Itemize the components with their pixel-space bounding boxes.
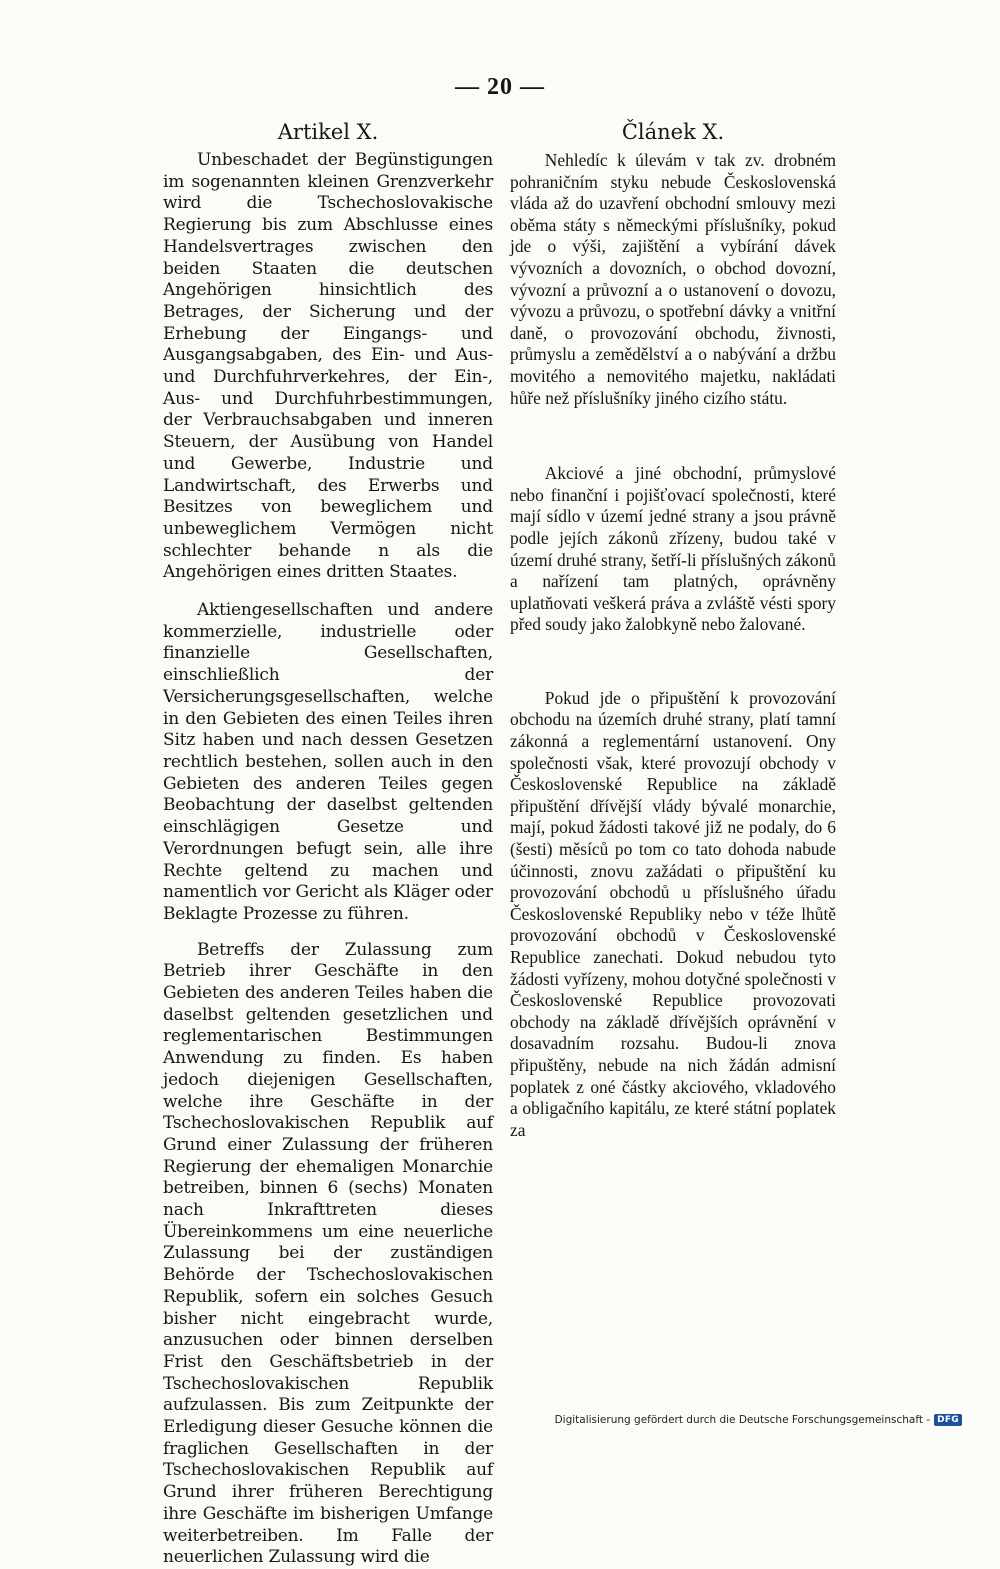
czech-paragraph-1: Nehledíc k úlevám v tak zv. drobném pohraničním styku nebude Československá vláda až do uzavření obchodní smlouvy mezi oběma státy s německými příslušníky, pokud jde o výši, zajištění a vybírání dávek vývozních a dovozních, o obchod dovozní, vývozní a průvozní a o ustanovení o dovozu, vývozu a průvozu, o spotřební dávky a vnitřní daně, o provozování obchodu, živnosti, průmyslu a zemědělství a o nabývání a držbu movitého a nemovitého majetku, nakládati hůře než příslušníky jiného cizího státu. [510, 150, 836, 408]
article-heading-czech: Článek X. [621, 120, 725, 144]
czech-column [510, 118, 836, 1141]
article-heading-german: Artikel X. [277, 120, 379, 144]
german-paragraph-3: Betreffs der Zulassung zum Betrieb ihrer Geschäfte in den Gebieten des anderen Teiles haben die daselbst geltenden gesetzlichen und reglementarischen Bestimmungen Anwendung zu finden. Es haben jedoch diejenigen Gesellschaften, welche ihre Geschäfte in der Tschechoslovakischen Republik auf Grund einer Zulassung der früheren Regierung der ehemaligen Monarchie betreiben, binnen 6 (sechs) Monaten nach Inkrafttreten dieses Übereinkommens um eine neuerliche Zulassung bei der zuständigen Behörde der Tschechoslovakischen Republik, sofern ein solches Gesuch bisher nicht eingebracht wurde, anzusuchen oder binnen derselben Frist den Geschäftsbetrieb in der Tschechoslovakischen Republik aufzulassen. Bis zum Zeitpunkte der Erledigung dieser Gesuche können die fraglichen Gesellschaften in der Tschechoslovakischen Republik auf Grund ihrer früheren Berechtigung ihre Geschäfte im bisherigen Umfange weiterbetreiben. Im Falle der neuerlichen Zulassung wird die [163, 939, 493, 1568]
czech-paragraph-3: Pokud jde o připuštění k provozování obchodu na územích druhé strany, platí tamní zákonná a reglementární ustanovení. Ony společnosti však, které provozují obchody v Československé Republice na základě připuštění dřívější vlády bývalé monarchie, mají, pokud žádosti takové již ne podaly, do 6 (šesti) měsíců po tom co tato dohoda nabude účinnosti, znovu zažádati o připuštění ku provozování obchodů u příslušného úřadu Československé Republiky nebo v téže lhůtě provozování obchodů v Československé Republice zanechati. Dokud nebudou tyto žádosti vyřízeny, mohou dotyčné společnosti v Československé Republice provozovati obchody na základě dřívějších oprávnění v dosavadním rozsahu. Budou-li znova připuštěny, nebude na nich žádán admisní poplatek z oné částky akciového, vkladového a obligačního kapitálu, ze které státní poplatek za [510, 687, 836, 1140]
german-paragraph-1: Unbeschadet der Begünstigungen im sogenannten kleinen Grenzverkehr wird die Tschechoslovakische Regierung bis zum Abschlusse eines Handelsvertrages zwischen den beiden Staaten die deutschen Angehörigen hinsichtlich des Betrages, der Sicherung und der Erhebung der Eingangs- und Ausgangsabgaben, des Ein- und Aus- und Durchfuhrverkehres, der Ein-, Aus- und Durchfuhrbestimmungen, der Verbrauchsabgaben und inneren Steuern, der Ausübung von Handel und Gewerbe, Industrie und Landwirtschaft, des Erwerbs und Besitzes von beweglichem und unbeweglichem Vermögen nicht schlechter behande n als die Angehörigen eines dritten Staates. [163, 150, 493, 583]
czech-paragraph-2: Akciové a jiné obchodní, průmyslové nebo finanční i pojišťovací společnosti, které mají sídlo v území jedné strany a jsou právně podle jejích zákonů zřízeny, budou také v území druhé strany, šetří-li příslušných zákonů a nařízení tam platných, oprávněny uplatňovati veškerá práva a zvláště vésti spory před soudy jako žalobkyně nebo žalované. [510, 463, 836, 635]
footer-text: Digitalisierung gefördert durch die Deutsche Forschungsgemeinschaft - [554, 1414, 931, 1426]
digitization-footer [555, 1414, 962, 1426]
german-column [163, 118, 493, 1569]
german-paragraph-2: Aktiengesellschaften und andere kommerzielle, industrielle oder finanzielle Gesellschaften, einschließlich der Versicherungsgesellschaften, welche in den Gebieten des einen Teiles ihren Sitz haben und nach dessen Gesetzen rechtlich bestehen, sollen auch in den Gebieten des anderen Teiles gegen Beobachtung der daselbst geltenden einschlägigen Gesetze und Verordnungen befugt sein, alle ihre Rechte geltend zu machen und namentlich vor Gericht als Kläger oder Beklagte Prozesse zu führen. [163, 600, 493, 924]
page-number: — 20 — [455, 74, 545, 100]
dfg-logo-icon: DFG [934, 1414, 962, 1426]
